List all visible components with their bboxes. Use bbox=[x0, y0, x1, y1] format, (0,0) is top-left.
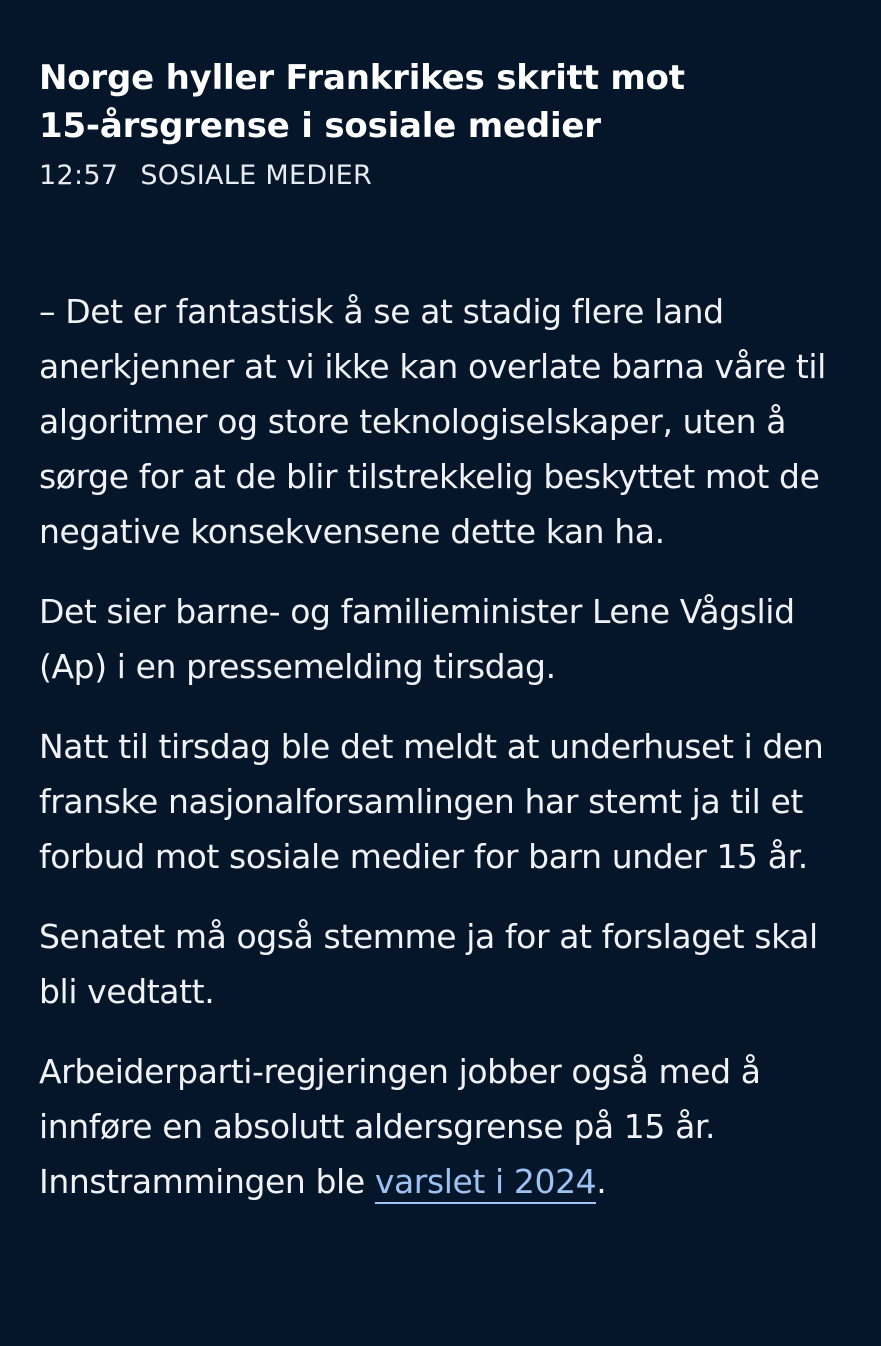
paragraph-government bbox=[39, 1044, 829, 1209]
article-headline: Norge hyller Frankrikes skritt mot 15-årsgrense i sosiale medier bbox=[39, 58, 685, 146]
category-label: SOSIALE MEDIER bbox=[140, 160, 373, 191]
paragraph-attribution: Det sier barne- og familieminister Lene Vågslid (Ap) i en pressemelding tirsdag. bbox=[39, 592, 795, 686]
article-meta bbox=[39, 156, 841, 196]
paragraph-news: Natt til tirsdag ble det meldt at underhuset i den franske nasjonalforsamlingen har stemt ja til et forbud mot sosiale medier for barn under 15 år. bbox=[39, 727, 824, 876]
paragraph-government-text: Arbeiderparti-regjeringen jobber også med å innføre en absolutt aldersgrense på 15 år. Innstrammingen ble bbox=[39, 1052, 761, 1201]
paragraph-suffix: . bbox=[596, 1162, 607, 1201]
varslet-link[interactable]: varslet i 2024 bbox=[375, 1162, 596, 1204]
paragraph-quote: – Det er fantastisk å se at stadig flere land anerkjenner at vi ikke kan overlate barna våre til algoritmer og store teknologiselskaper, uten å sørge for at de blir tilstrekkelig beskyttet mot de negative konsekvensene dette kan ha. bbox=[39, 292, 826, 551]
publish-time: 12:57 bbox=[39, 160, 119, 191]
article-body bbox=[39, 284, 841, 1209]
paragraph-senate: Senatet må også stemme ja for at forslaget skal bli vedtatt. bbox=[39, 917, 818, 1011]
